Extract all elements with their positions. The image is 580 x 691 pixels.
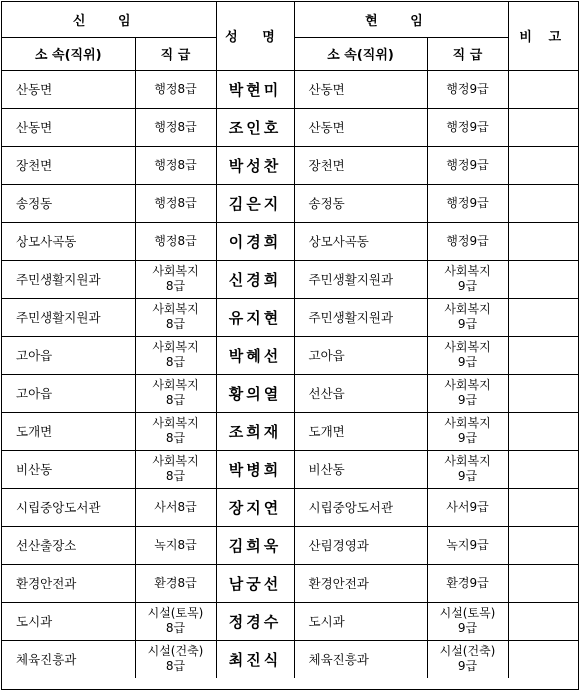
- new-grade-cell: [135, 564, 216, 602]
- cur-dept-cell: 도개면: [294, 412, 427, 450]
- note-cell: [508, 108, 578, 146]
- new-grade-cell-line: 사회복지: [152, 264, 199, 278]
- new-grade-cell: [135, 374, 216, 412]
- cur-grade-cell-line: 사회복지: [444, 378, 491, 392]
- new-dept-cell: 선산출장소: [2, 526, 135, 564]
- table-row: [2, 108, 578, 146]
- table-row: [2, 146, 578, 184]
- cur-grade-cell-line: 행정9급: [446, 157, 489, 172]
- cur-dept-cell: 고아읍: [294, 336, 427, 374]
- person-name-cell: 장지연: [216, 488, 294, 526]
- cur-dept-cell: 선산읍: [294, 374, 427, 412]
- header-current: 현 임: [294, 2, 508, 37]
- new-grade-cell-line: 행정8급: [154, 81, 197, 96]
- cur-grade-cell-line: 녹지9급: [446, 537, 489, 552]
- note-cell: [508, 488, 578, 526]
- person-name-cell: 박병희: [216, 450, 294, 488]
- note-cell: [508, 374, 578, 412]
- new-dept-cell: 주민생활지원과: [2, 260, 135, 298]
- table-row: [2, 298, 578, 336]
- person-name-cell: 박현미: [216, 70, 294, 108]
- cur-grade-cell: [427, 70, 508, 108]
- cur-grade-cell-line: 9급: [457, 431, 478, 445]
- table-row: [2, 564, 578, 602]
- new-grade-cell-line: 8급: [165, 431, 186, 445]
- header-note: 비 고: [508, 2, 578, 70]
- new-grade-cell-line: 8급: [165, 659, 186, 673]
- table-row: [2, 488, 578, 526]
- new-grade-cell: [135, 450, 216, 488]
- new-dept-cell: 환경안전과: [2, 564, 135, 602]
- cur-dept-cell: 비산동: [294, 450, 427, 488]
- cur-grade-cell-line: 9급: [457, 279, 478, 293]
- new-dept-cell: 도개면: [2, 412, 135, 450]
- new-dept-cell: 고아읍: [2, 336, 135, 374]
- table-row: [2, 374, 578, 412]
- cur-grade-cell-line: 9급: [457, 317, 478, 331]
- cur-dept-cell: 환경안전과: [294, 564, 427, 602]
- new-grade-cell-line: 사서8급: [154, 499, 197, 514]
- cur-grade-cell: [427, 184, 508, 222]
- header-new-dept: 소 속(직위): [2, 37, 135, 70]
- new-grade-cell: [135, 70, 216, 108]
- cur-grade-cell: [427, 640, 508, 678]
- cur-grade-cell: [427, 260, 508, 298]
- new-grade-cell-line: 8급: [165, 355, 186, 369]
- header-previous: 신 임: [2, 2, 216, 37]
- personnel-table: [2, 2, 578, 678]
- cur-grade-cell-line: 행정9급: [446, 195, 489, 210]
- cur-grade-cell-line: 사서9급: [446, 499, 489, 514]
- new-dept-cell: 산동면: [2, 70, 135, 108]
- cur-grade-cell-line: 행정9급: [446, 119, 489, 134]
- cur-grade-cell-line: 9급: [457, 355, 478, 369]
- new-grade-cell-line: 행정8급: [154, 119, 197, 134]
- new-dept-cell: 비산동: [2, 450, 135, 488]
- note-cell: [508, 564, 578, 602]
- new-grade-cell-line: 시설(건축): [147, 644, 204, 658]
- cur-dept-cell: 상모사곡동: [294, 222, 427, 260]
- cur-grade-cell-line: 사회복지: [444, 416, 491, 430]
- table-row: [2, 412, 578, 450]
- cur-dept-cell: 송정동: [294, 184, 427, 222]
- table-row: [2, 526, 578, 564]
- table-row: [2, 70, 578, 108]
- new-grade-cell: [135, 336, 216, 374]
- new-grade-cell-line: 환경8급: [154, 575, 197, 590]
- note-cell: [508, 222, 578, 260]
- new-grade-cell-line: 사회복지: [152, 454, 199, 468]
- new-grade-cell: [135, 526, 216, 564]
- header-name: 성 명: [216, 2, 294, 70]
- table-row: [2, 336, 578, 374]
- cur-grade-cell-line: 환경9급: [446, 575, 489, 590]
- cur-grade-cell: [427, 374, 508, 412]
- table-row: [2, 602, 578, 640]
- table-row: [2, 260, 578, 298]
- cur-grade-cell-line: 행정9급: [446, 81, 489, 96]
- table-row: [2, 640, 578, 678]
- person-name-cell: 황의열: [216, 374, 294, 412]
- cur-grade-cell-line: 시설(건축): [439, 644, 496, 658]
- note-cell: [508, 602, 578, 640]
- person-name-cell: 김희욱: [216, 526, 294, 564]
- table-row: [2, 184, 578, 222]
- new-grade-cell-line: 사회복지: [152, 416, 199, 430]
- note-cell: [508, 146, 578, 184]
- new-dept-cell: 고아읍: [2, 374, 135, 412]
- note-cell: [508, 640, 578, 678]
- new-dept-cell: 장천면: [2, 146, 135, 184]
- note-cell: [508, 450, 578, 488]
- cur-grade-cell-line: 9급: [457, 659, 478, 673]
- new-grade-cell-line: 사회복지: [152, 302, 199, 316]
- cur-dept-cell: 산림경영과: [294, 526, 427, 564]
- cur-grade-cell: [427, 298, 508, 336]
- new-grade-cell-line: 8급: [165, 317, 186, 331]
- cur-dept-cell: 장천면: [294, 146, 427, 184]
- cur-grade-cell: [427, 450, 508, 488]
- person-name-cell: 유지현: [216, 298, 294, 336]
- new-dept-cell: 주민생활지원과: [2, 298, 135, 336]
- person-name-cell: 김은지: [216, 184, 294, 222]
- cur-dept-cell: 산동면: [294, 108, 427, 146]
- person-name-cell: 남궁선: [216, 564, 294, 602]
- cur-grade-cell-line: 9급: [457, 393, 478, 407]
- note-cell: [508, 412, 578, 450]
- cur-grade-cell: [427, 222, 508, 260]
- new-grade-cell-line: 8급: [165, 279, 186, 293]
- header-new-grade: 직 급: [135, 37, 216, 70]
- cur-dept-cell: 주민생활지원과: [294, 260, 427, 298]
- new-dept-cell: 상모사곡동: [2, 222, 135, 260]
- new-grade-cell: [135, 298, 216, 336]
- new-grade-cell-line: 8급: [165, 393, 186, 407]
- cur-dept-cell: 시립중앙도서관: [294, 488, 427, 526]
- person-name-cell: 최진식: [216, 640, 294, 678]
- cur-grade-cell-line: 9급: [457, 621, 478, 635]
- new-grade-cell-line: 녹지8급: [154, 537, 197, 552]
- note-cell: [508, 70, 578, 108]
- new-grade-cell-line: 사회복지: [152, 378, 199, 392]
- note-cell: [508, 336, 578, 374]
- cur-grade-cell: [427, 336, 508, 374]
- new-grade-cell: [135, 184, 216, 222]
- cur-grade-cell: [427, 412, 508, 450]
- cur-grade-cell: [427, 526, 508, 564]
- cur-grade-cell-line: 9급: [457, 469, 478, 483]
- table-row: [2, 450, 578, 488]
- new-dept-cell: 도시과: [2, 602, 135, 640]
- table-row: [2, 222, 578, 260]
- new-grade-cell: [135, 146, 216, 184]
- person-name-cell: 정경수: [216, 602, 294, 640]
- new-grade-cell: [135, 488, 216, 526]
- cur-grade-cell: [427, 602, 508, 640]
- person-name-cell: 조희재: [216, 412, 294, 450]
- person-name-cell: 박성찬: [216, 146, 294, 184]
- new-dept-cell: 송정동: [2, 184, 135, 222]
- note-cell: [508, 184, 578, 222]
- new-grade-cell: [135, 640, 216, 678]
- new-grade-cell-line: 시설(토목): [147, 606, 204, 620]
- new-grade-cell-line: 8급: [165, 469, 186, 483]
- cur-grade-cell-line: 사회복지: [444, 340, 491, 354]
- new-grade-cell-line: 행정8급: [154, 233, 197, 248]
- person-name-cell: 박혜선: [216, 336, 294, 374]
- new-dept-cell: 산동면: [2, 108, 135, 146]
- note-cell: [508, 260, 578, 298]
- header-cur-grade: 직 급: [427, 37, 508, 70]
- new-grade-cell: [135, 260, 216, 298]
- new-grade-cell-line: 행정8급: [154, 157, 197, 172]
- personnel-table-sheet: [1, 1, 579, 690]
- note-cell: [508, 526, 578, 564]
- cur-dept-cell: 체육진흥과: [294, 640, 427, 678]
- person-name-cell: 조인호: [216, 108, 294, 146]
- cur-grade-cell-line: 시설(토목): [439, 606, 496, 620]
- cur-grade-cell: [427, 488, 508, 526]
- new-grade-cell-line: 사회복지: [152, 340, 199, 354]
- cur-dept-cell: 주민생활지원과: [294, 298, 427, 336]
- new-grade-cell: [135, 412, 216, 450]
- new-grade-cell: [135, 602, 216, 640]
- cur-grade-cell-line: 사회복지: [444, 302, 491, 316]
- person-name-cell: 이경희: [216, 222, 294, 260]
- new-grade-cell-line: 8급: [165, 621, 186, 635]
- header-cur-dept: 소 속(직위): [294, 37, 427, 70]
- cur-grade-cell-line: 사회복지: [444, 454, 491, 468]
- new-grade-cell: [135, 108, 216, 146]
- cur-dept-cell: 산동면: [294, 70, 427, 108]
- cur-dept-cell: 도시과: [294, 602, 427, 640]
- new-grade-cell-line: 행정8급: [154, 195, 197, 210]
- note-cell: [508, 298, 578, 336]
- cur-grade-cell: [427, 146, 508, 184]
- cur-grade-cell: [427, 108, 508, 146]
- cur-grade-cell-line: 행정9급: [446, 233, 489, 248]
- new-dept-cell: 체육진흥과: [2, 640, 135, 678]
- cur-grade-cell-line: 사회복지: [444, 264, 491, 278]
- person-name-cell: 신경희: [216, 260, 294, 298]
- new-dept-cell: 시립중앙도서관: [2, 488, 135, 526]
- cur-grade-cell: [427, 564, 508, 602]
- new-grade-cell: [135, 222, 216, 260]
